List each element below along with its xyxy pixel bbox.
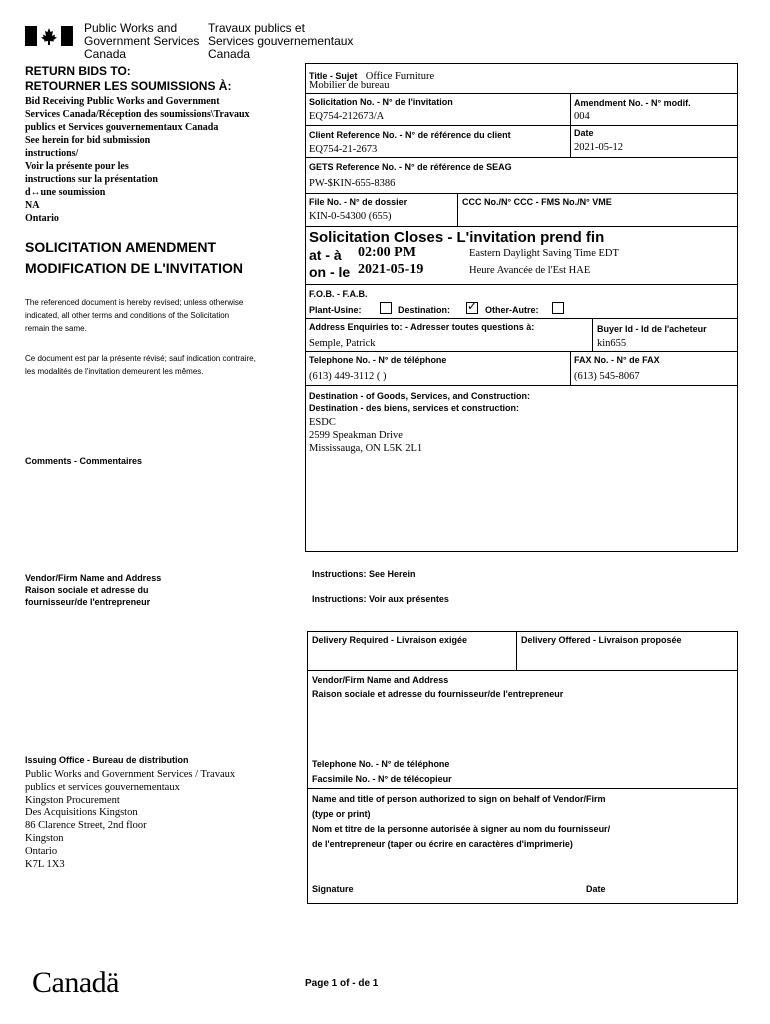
- closes-on-label: on - le: [309, 264, 351, 280]
- vendor-left-line: Raison sociale et adresse du: [25, 585, 149, 595]
- department-name-en: [84, 22, 199, 61]
- other-checkbox[interactable]: [552, 302, 564, 314]
- instructions-en: Instructions: See Herein: [312, 569, 416, 579]
- page-number: Page 1 of - de 1: [305, 978, 379, 989]
- government-flag-icon: [25, 26, 73, 46]
- vendor-left-line: fournisseur/de l'entrepreneur: [25, 597, 151, 607]
- amendment-text-line: indicated, all other terms and conditions of the Solicitation: [25, 311, 230, 320]
- vendor-left-line: Vendor/Firm Name and Address: [25, 573, 162, 583]
- destination-label: Destination:: [398, 305, 451, 315]
- destination-goods-label-en: Destination - of Goods, Services, and Construction:: [309, 391, 531, 401]
- closes-time-value: 02:00 PM: [358, 245, 416, 260]
- title-value: Office Furniture: [365, 71, 435, 82]
- dept-fr-line: Canada: [208, 47, 251, 61]
- return-bids-line: Services Canada/Réception des soumissions\Travaux: [25, 109, 250, 120]
- dept-en-line: Public Works and: [84, 21, 178, 35]
- destination-address-line: ESDC: [309, 417, 336, 428]
- canada-wordmark-logo: Canadä: [32, 966, 119, 999]
- amendment-no-value: 004: [574, 111, 590, 122]
- return-bids-line: See herein for bid submission: [25, 135, 151, 146]
- timezone-fr: Heure Avancée de l'Est HAE: [469, 265, 591, 276]
- solicitation-value: EQ754-212673/A: [309, 111, 385, 122]
- amendment-text-line: The referenced document is hereby revised; unless otherwise: [25, 298, 244, 307]
- authorized-person-line: de l'entrepreneur (taper ou écrire en caractères d'imprimerie): [312, 839, 573, 849]
- authorized-person-label: [312, 792, 610, 852]
- signature-date-label: Date: [586, 884, 606, 894]
- amendment-title-en: SOLICITATION AMENDMENT: [25, 239, 217, 255]
- issuing-office-line: publics et services gouvernementaux: [25, 781, 180, 793]
- issuing-office-label: Issuing Office - Bureau de distribution: [25, 755, 189, 765]
- dept-fr-line: Services gouvernementaux: [208, 34, 354, 48]
- signature-label: Signature: [312, 884, 354, 894]
- amendment-text-line: Ce document est par la présente révisé; sauf indication contraire,: [25, 354, 256, 363]
- gets-label: GETS Reference No. - N° de référence de SEAG: [309, 162, 512, 172]
- vendor-left-label: [25, 572, 161, 608]
- authorized-person-line: Name and title of person authorized to sign on behalf of Vendor/Firm: [312, 794, 606, 804]
- fax-value: (613) 545-8067: [574, 371, 640, 382]
- authorized-person-line: (type or print): [312, 809, 371, 819]
- comments-label: Comments - Commentaires: [25, 456, 143, 466]
- destination-address: [309, 416, 422, 455]
- return-bids-title-fr: RETOURNER LES SOUMISSIONS À:: [25, 79, 232, 93]
- return-bids-line: Bid Receiving Public Works and Government: [25, 96, 220, 107]
- title-label: Title - Sujet: [309, 71, 358, 81]
- amendment-text-en: [25, 296, 243, 335]
- client-ref-value: EQ754-21-2673: [309, 144, 378, 155]
- file-no-value: KIN-0-54300 (655): [309, 211, 392, 222]
- title-value-fr: Mobilier de bureau: [309, 80, 390, 91]
- return-bids-line: d↔une soumission: [25, 187, 106, 198]
- return-bids-title: [25, 64, 231, 94]
- enquiries-value: Semple, Patrick: [309, 338, 376, 349]
- issuing-office-line: Kingston Procurement: [25, 794, 120, 806]
- solicitation-closes-title: Solicitation Closes - L'invitation prend fin: [309, 229, 605, 246]
- issuing-office-line: Ontario: [25, 845, 58, 857]
- timezone-en: Eastern Daylight Saving Time EDT: [469, 248, 619, 259]
- closes-date-value: 2021-05-19: [358, 262, 424, 277]
- issuing-office-line: Kingston: [25, 832, 64, 844]
- other-label: Other-Autre:: [485, 305, 539, 315]
- amendment-no-label: Amendment No. - N° modif.: [574, 98, 691, 108]
- return-bids-title-en: RETURN BIDS TO:: [25, 64, 131, 78]
- destination-goods-label: [309, 390, 530, 414]
- destination-address-line: 2599 Speakman Drive: [309, 430, 403, 441]
- vendor-name-label: [312, 673, 563, 701]
- dept-fr-line: Travaux publics et: [208, 21, 305, 35]
- phone-label: Telephone No. - N° de téléphone: [309, 355, 447, 365]
- instructions-fr: Instructions: Voir aux présentes: [312, 594, 449, 604]
- client-ref-label: Client Reference No. - N° de référence du client: [309, 130, 511, 140]
- enquiries-label: Address Enquiries to: - Adresser toutes questions à:: [309, 322, 535, 332]
- fob-label: F.O.B. - F.A.B.: [309, 289, 368, 299]
- ccc-label: CCC No./N° CCC - FMS No./N° VME: [462, 197, 612, 207]
- amendment-text-line: les modalités de l'invitation demeurent les mêmes.: [25, 367, 204, 376]
- amendment-title-fr: MODIFICATION DE L'INVITATION: [25, 260, 243, 276]
- issuing-office-line: 86 Clarence Street, 2nd floor: [25, 820, 147, 832]
- buyer-id-value: kin655: [597, 338, 627, 349]
- fax-label: FAX No. - N° de FAX: [574, 355, 660, 365]
- vendor-fax-label: Facsimile No. - N° de télécopieur: [312, 774, 452, 784]
- authorized-person-line: Nom et titre de la personne autorisée à signer au nom du fournisseur/: [312, 824, 611, 834]
- plant-checkbox[interactable]: [380, 302, 392, 314]
- issuing-office-line: K7L 1X3: [25, 858, 65, 870]
- dept-en-line: Canada: [84, 47, 127, 61]
- return-bids-line: instructions sur la présentation: [25, 174, 158, 185]
- amendment-text-fr: [25, 352, 256, 378]
- delivery-offered-label[interactable]: Delivery Offered - Livraison proposée: [521, 635, 682, 645]
- date-value: 2021-05-12: [574, 142, 623, 153]
- department-name-fr: [208, 22, 353, 61]
- return-bids-address: [25, 95, 295, 230]
- return-bids-line: NA: [25, 200, 40, 211]
- return-bids-line: instructions/: [25, 148, 79, 159]
- closes-at-label: at - à: [309, 247, 342, 263]
- vendor-phone-label: Telephone No. - N° de téléphone: [312, 759, 450, 769]
- solicitation-label: Solicitation No. - N° de l'invitation: [309, 97, 453, 107]
- plant-label: Plant-Usine:: [309, 305, 362, 315]
- return-bids-line: Ontario: [25, 213, 59, 224]
- file-no-label: File No. - N° de dossier: [309, 197, 408, 207]
- date-label: Date: [574, 128, 594, 138]
- destination-goods-label-fr: Destination - des biens, services et construction:: [309, 403, 520, 413]
- delivery-required-label[interactable]: Delivery Required - Livraison exigée: [312, 635, 468, 645]
- issuing-office-line: Public Works and Government Services / Travaux: [25, 769, 236, 780]
- return-bids-line: publics et Services gouvernementaux Canada: [25, 122, 219, 133]
- destination-address-line: Mississauga, ON L5K 2L1: [309, 443, 423, 454]
- destination-check-icon: ✓: [467, 299, 478, 313]
- phone-value: (613) 449-3112 ( ): [309, 371, 387, 382]
- issuing-office-address: [25, 769, 235, 871]
- issuing-office-line: Des Acquisitions Kingston: [25, 807, 138, 819]
- return-bids-line: Voir la présente pour les: [25, 161, 129, 172]
- buyer-id-label: Buyer Id - Id de l'acheteur: [597, 324, 707, 334]
- vendor-name-label-line: Vendor/Firm Name and Address: [312, 675, 449, 685]
- vendor-name-label-line: Raison sociale et adresse du fournisseur/de l'entrepreneur: [312, 689, 564, 699]
- dept-en-line: Government Services: [84, 34, 200, 48]
- amendment-text-line: remain the same.: [25, 324, 87, 333]
- amendment-title: [25, 237, 243, 279]
- gets-value: PW-$KIN-655-8386: [309, 178, 396, 189]
